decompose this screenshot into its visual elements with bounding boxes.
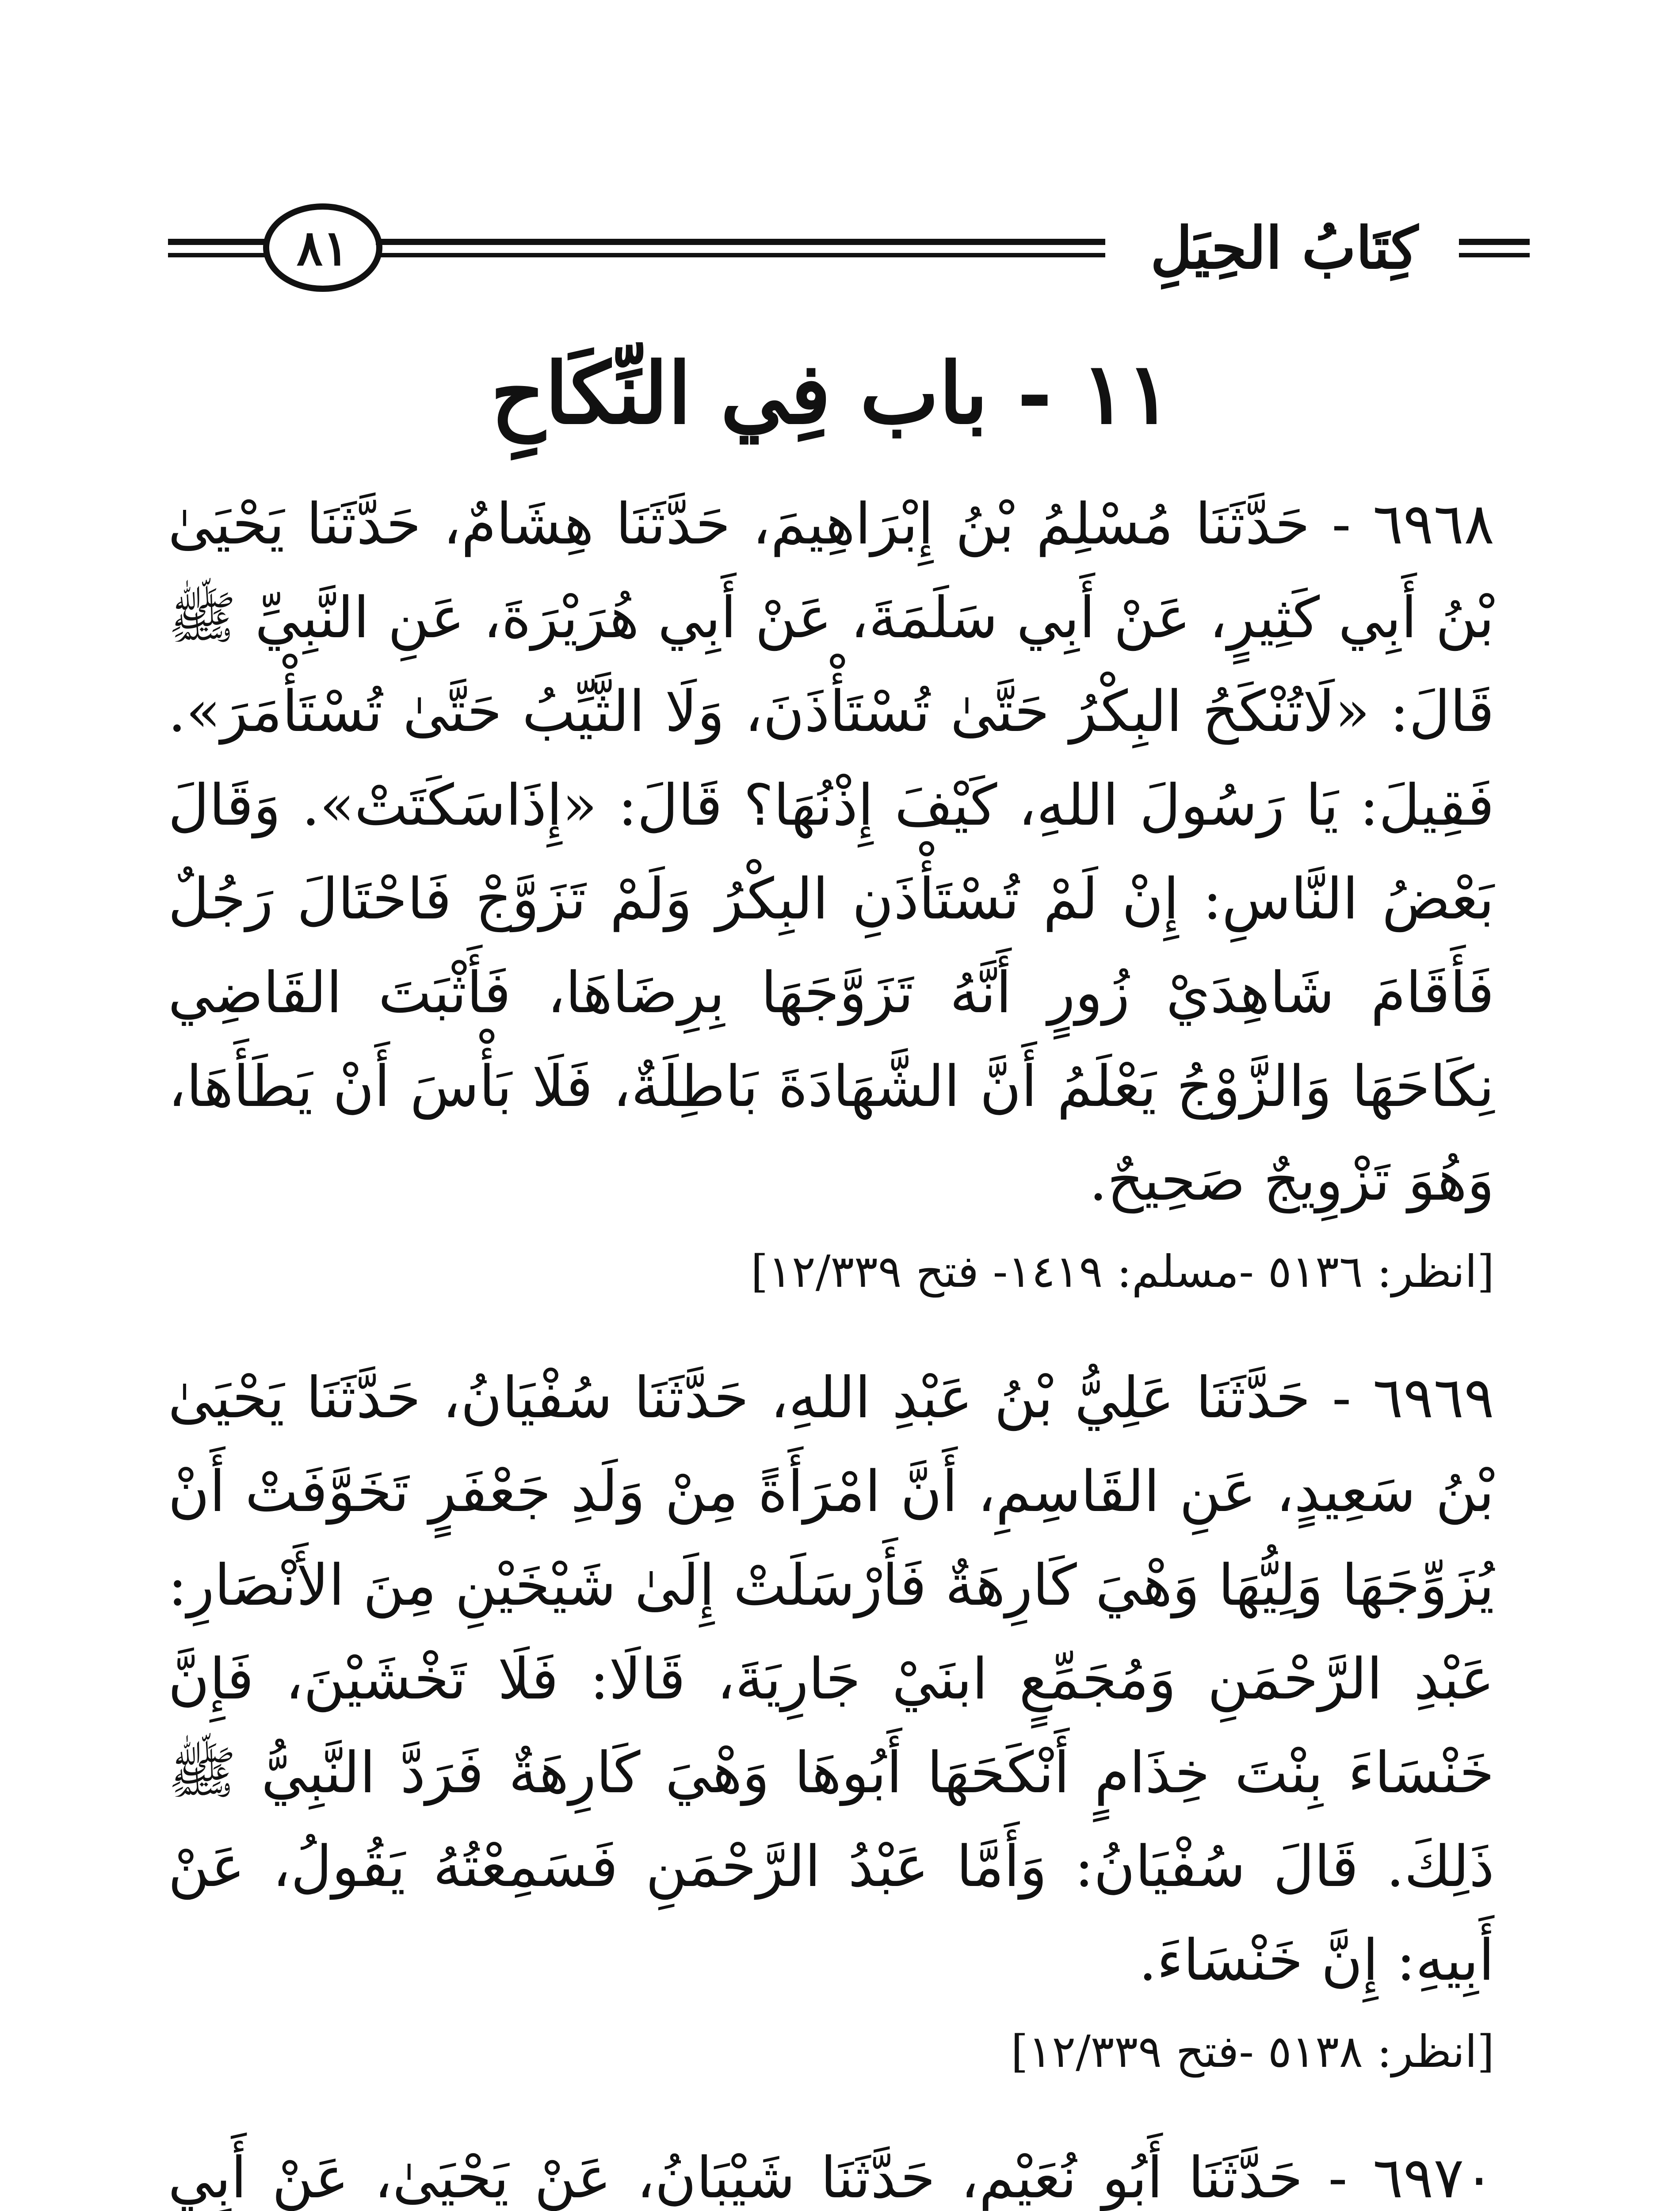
header-rule [168,239,265,245]
page-body [168,478,1494,2211]
page-number: ٨١ [296,219,349,276]
hadith-6969 [168,1351,1494,2092]
hadith-6970 [168,2131,1494,2211]
hadith-reference: [انظر: ٥١٣٦ -مسلم: ١٤١٩- فتح ١٢/٣٣٩] [751,1246,1494,1297]
header-rule [1459,253,1530,257]
page-header [168,195,1494,301]
hadith-text: ٦٩٦٩ - حَدَّثَنَا عَلِيُّ بْنُ عَبْدِ اللهِ، حَدَّثَنَا سُفْيَانُ، حَدَّثَنَا يَحْيَىٰ بْنُ سَعِيدٍ، عَنِ القَاسِمِ، أَنَّ امْرَأَةً مِنْ وَلَدِ جَعْفَرٍ تَخَوَّفَتْ أَنْ يُزَوِّجَهَا وَلِيُّهَا وَهْيَ كَارِهَةٌ فَأَرْسَلَتْ إِلَىٰ شَيْخَيْنِ مِنَ الأَنْصَارِ: عَبْدِ الرَّحْمَنِ وَمُجَمِّعٍ ابنَيْ جَارِيَةَ، قَالَا: فَلَا تَخْشَيْنَ، فَإِنَّ خَنْسَاءَ بِنْتَ خِذَامٍ أَنْكَحَهَا أَبُوهَا وَهْيَ كَارِهَةٌ فَرَدَّ النَّبِيُّ ﷺ ذَلِكَ. قَالَ سُفْيَانُ: وَأَمَّا عَبْدُ الرَّحْمَنِ فَسَمِعْتُهُ يَقُولُ، عَنْ أَبِيهِ: إِنَّ خَنْسَاءَ. [168,1365,1494,1993]
header-rule [376,239,1105,245]
hadith-text: ٦٩٧٠ - حَدَّثَنَا أَبُو نُعَيْمٍ، حَدَّثَنَا شَيْبَانُ، عَنْ يَحْيَىٰ، عَنْ أَبِي [168,2145,1495,2211]
page-number-badge [263,203,382,292]
header-rule [168,253,265,257]
hadith-reference: [انظر: ٥١٣٨ -فتح ١٢/٣٣٩] [1011,2026,1494,2077]
book-title: كِتَابُ الحِيَلِ [1150,214,1418,282]
hadith-text: ٦٩٦٨ - حَدَّثَنَا مُسْلِمُ بْنُ إِبْرَاهِيمَ، حَدَّثَنَا هِشَامٌ، حَدَّثَنَا يَحْيَىٰ بْنُ أَبِي كَثِيرٍ، عَنْ أَبِي سَلَمَةَ، عَنْ أَبِي هُرَيْرَةَ، عَنِ النَّبِيِّ ﷺ قَالَ: «لَاتُنْكَحُ البِكْرُ حَتَّىٰ تُسْتَأْذَنَ، وَلَا الثَّيِّبُ حَتَّىٰ تُسْتَأْمَرَ». فَقِيلَ: يَا رَسُولَ اللهِ، كَيْفَ إِذْنُهَا؟ قَالَ: «إِذَاسَكَتَتْ». وَقَالَ بَعْضُ النَّاسِ: إِنْ لَمْ تُسْتَأْذَنِ البِكْرُ وَلَمْ تَزَوَّجْ فَاحْتَالَ رَجُلٌ فَأَقَامَ شَاهِدَيْ زُورٍ أَنَّهُ تَزَوَّجَهَا بِرِضَاهَا، فَأَثْبَتَ القَاضِي نِكَاحَهَا وَالزَّوْجُ يَعْلَمُ أَنَّ الشَّهَادَةَ بَاطِلَةٌ، فَلَا بَأْسَ أَنْ يَطَأَهَا، وَهُوَ تَزْوِيجٌ صَحِيحٌ. [168,491,1494,1213]
header-rule [1459,239,1530,245]
chapter-heading: ١١ - باب فِي النِّكَاحِ [491,344,1172,443]
hadith-6968 [168,478,1494,1312]
header-rule [376,253,1105,257]
